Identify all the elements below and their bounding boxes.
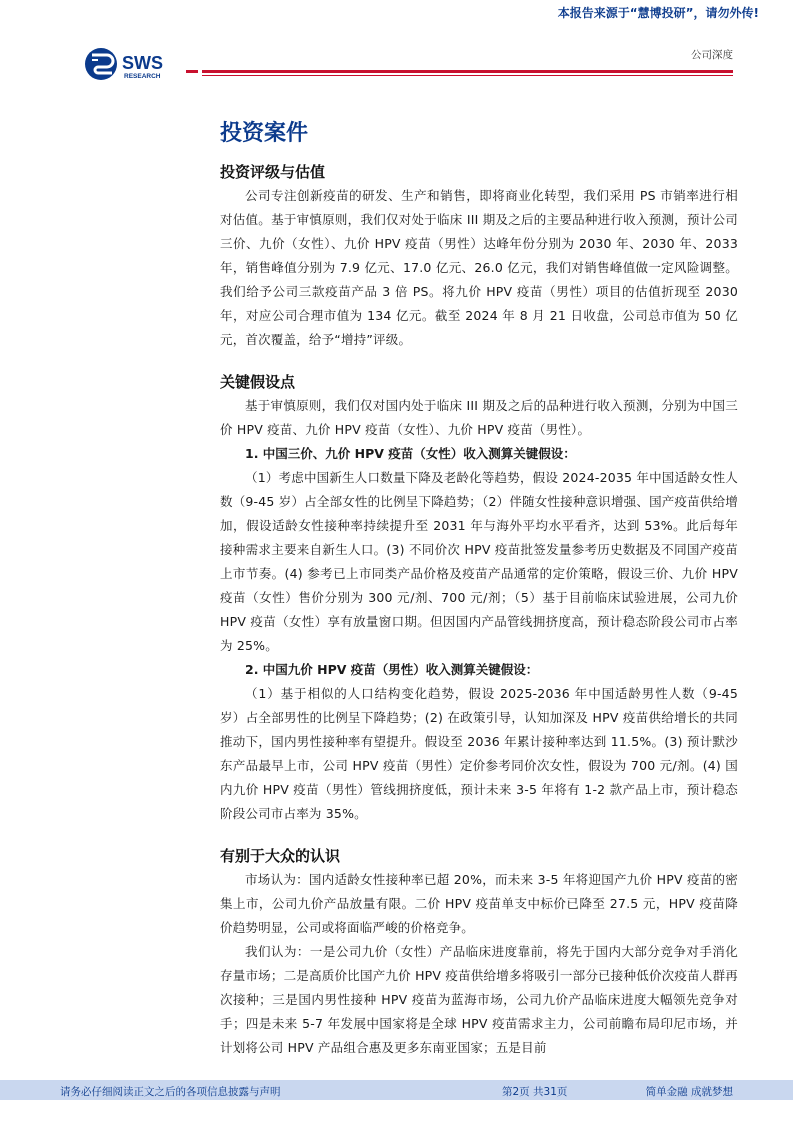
report-type: 公司深度 (691, 49, 733, 61)
page-title: 投资案件 (220, 121, 309, 146)
paragraph: 我们认为：一是公司九价（女性）产品临床进度靠前，将先于国内大部分竞争对手消化存量市场；二是高质价比国产九价 HPV 疫苗供给增多将吸引一部分已接种低价次疫苗人群再次接种；三是国内男性接种 HPV 疫苗为蓝海市场，公司九价产品临床进度大幅领先竞争对手；四是未来 5-7 年发展中国家将是全球 HPV 疫苗需求主力，公司前瞻布局印尼市场，并计划将公司 HPV 产品组合惠及更多东南亚国家；五是目前 (220, 944, 738, 1055)
logo-text: SWS (122, 53, 164, 73)
footer-disclaimer: 请务必仔细阅读正文之后的各项信息披露与声明 (60, 1086, 281, 1098)
subheading: 1. 中国三价、九价 HPV 疫苗（女性）收入测算关键假设： (245, 446, 576, 461)
header-rule-thin (202, 75, 733, 76)
page-number: 第2页 共31页 (502, 1086, 568, 1098)
subheading: 2. 中国九价 HPV 疫苗（男性）收入测算关键假设： (245, 662, 539, 677)
section-heading-valuation: 投资评级与估值 (220, 163, 326, 181)
footer-slogan: 简单金融 成就梦想 (645, 1086, 733, 1098)
source-notice: 本报告来源于“慧博投研”，请勿外传! (557, 6, 759, 20)
page-footer (0, 1080, 793, 1100)
section-heading-differentiated-view: 有别于大众的认识 (220, 847, 341, 865)
paragraph: 公司专注创新疫苗的研发、生产和销售，即将商业化转型，我们采用 PS 市销率进行相对估值。基于审慎原则，我们仅对处于临床 III 期及之后的主要品种进行收入预测，预计公司三价、九价（女性）、九价 HPV 疫苗（男性）达峰年份分别为 2030 年、2030 年、2033 年，销售峰值分别为 7.9 亿元、17.0 亿元、26.0 亿元，我们对销售峰值做一定风险调整。我们给予公司三款疫苗产品 3 倍 PS。将九价 HPV 疫苗（男性）项目的估值折现至 2030 年，对应公司合理市值为 134 亿元。截至 2024 年 8 月 21 日收盘，公司总市值为 50 亿元，首次覆盖，给予“增持”评级。 (220, 188, 738, 347)
paragraph: 基于审慎原则，我们仅对国内处于临床 III 期及之后的品种进行收入预测，分别为中国三价 HPV 疫苗、九价 HPV 疫苗（女性）、九价 HPV 疫苗（男性）。 (220, 398, 738, 437)
section-heading-assumptions: 关键假设点 (220, 373, 296, 391)
sws-logo (84, 45, 184, 83)
report-body (220, 118, 738, 1060)
header-rule-accent (186, 70, 198, 73)
paragraph: （1）基于相似的人口结构变化趋势，假设 2025-2036 年中国适龄男性人数（9-45 岁）占全部男性的比例呈下降趋势；(2) 在政策引导，认知加深及 HPV 疫苗供给增长的共同推动下，国内男性接种率有望提升。假设至 2036 年累计接种率达到 11.5%。(3) 预计默沙东产品最早上市，公司 HPV 疫苗（男性）定价参考同价次女性，假设为 700 元/剂。(4) 国内九价 HPV 疫苗（男性）管线拥挤度低，预计未来 3-5 年将有 1-2 款产品上市，预计稳态阶段公司市占率为 35%。 (220, 686, 738, 821)
logo-subtext: RESEARCH (124, 73, 161, 80)
header-rule (202, 70, 733, 73)
paragraph: （1）考虑中国新生人口数量下降及老龄化等趋势，假设 2024-2035 年中国适龄女性人数（9-45 岁）占全部女性的比例呈下降趋势；（2）伴随女性接种意识增强、国产疫苗供给增加，假设适龄女性接种率持续提升至 2031 年与海外平均水平看齐，达到 53%。此后每年接种需求主要来自新生人口。(3) 不同价次 HPV 疫苗批签发量参考历史数据及不同国产疫苗上市节奏。(4) 参考已上市同类产品价格及疫苗产品通常的定价策略，假设三价、九价 HPV 疫苗（女性）售价分别为 300 元/剂、700 元/剂；（5）基于目前临床试验进展，公司九价 HPV 疫苗（女性）享有放量窗口期。但因国内产品管线拥挤度高，预计稳态阶段公司市占率为 25%。 (220, 470, 738, 653)
paragraph: 市场认为：国内适龄女性接种率已超 20%，而未来 3-5 年将迎国产九价 HPV 疫苗的密集上市，公司九价产品放量有限。二价 HPV 疫苗单支中标价已降至 27.5 元，HPV 疫苗降价趋势明显，公司或将面临严峻的价格竞争。 (220, 872, 738, 935)
